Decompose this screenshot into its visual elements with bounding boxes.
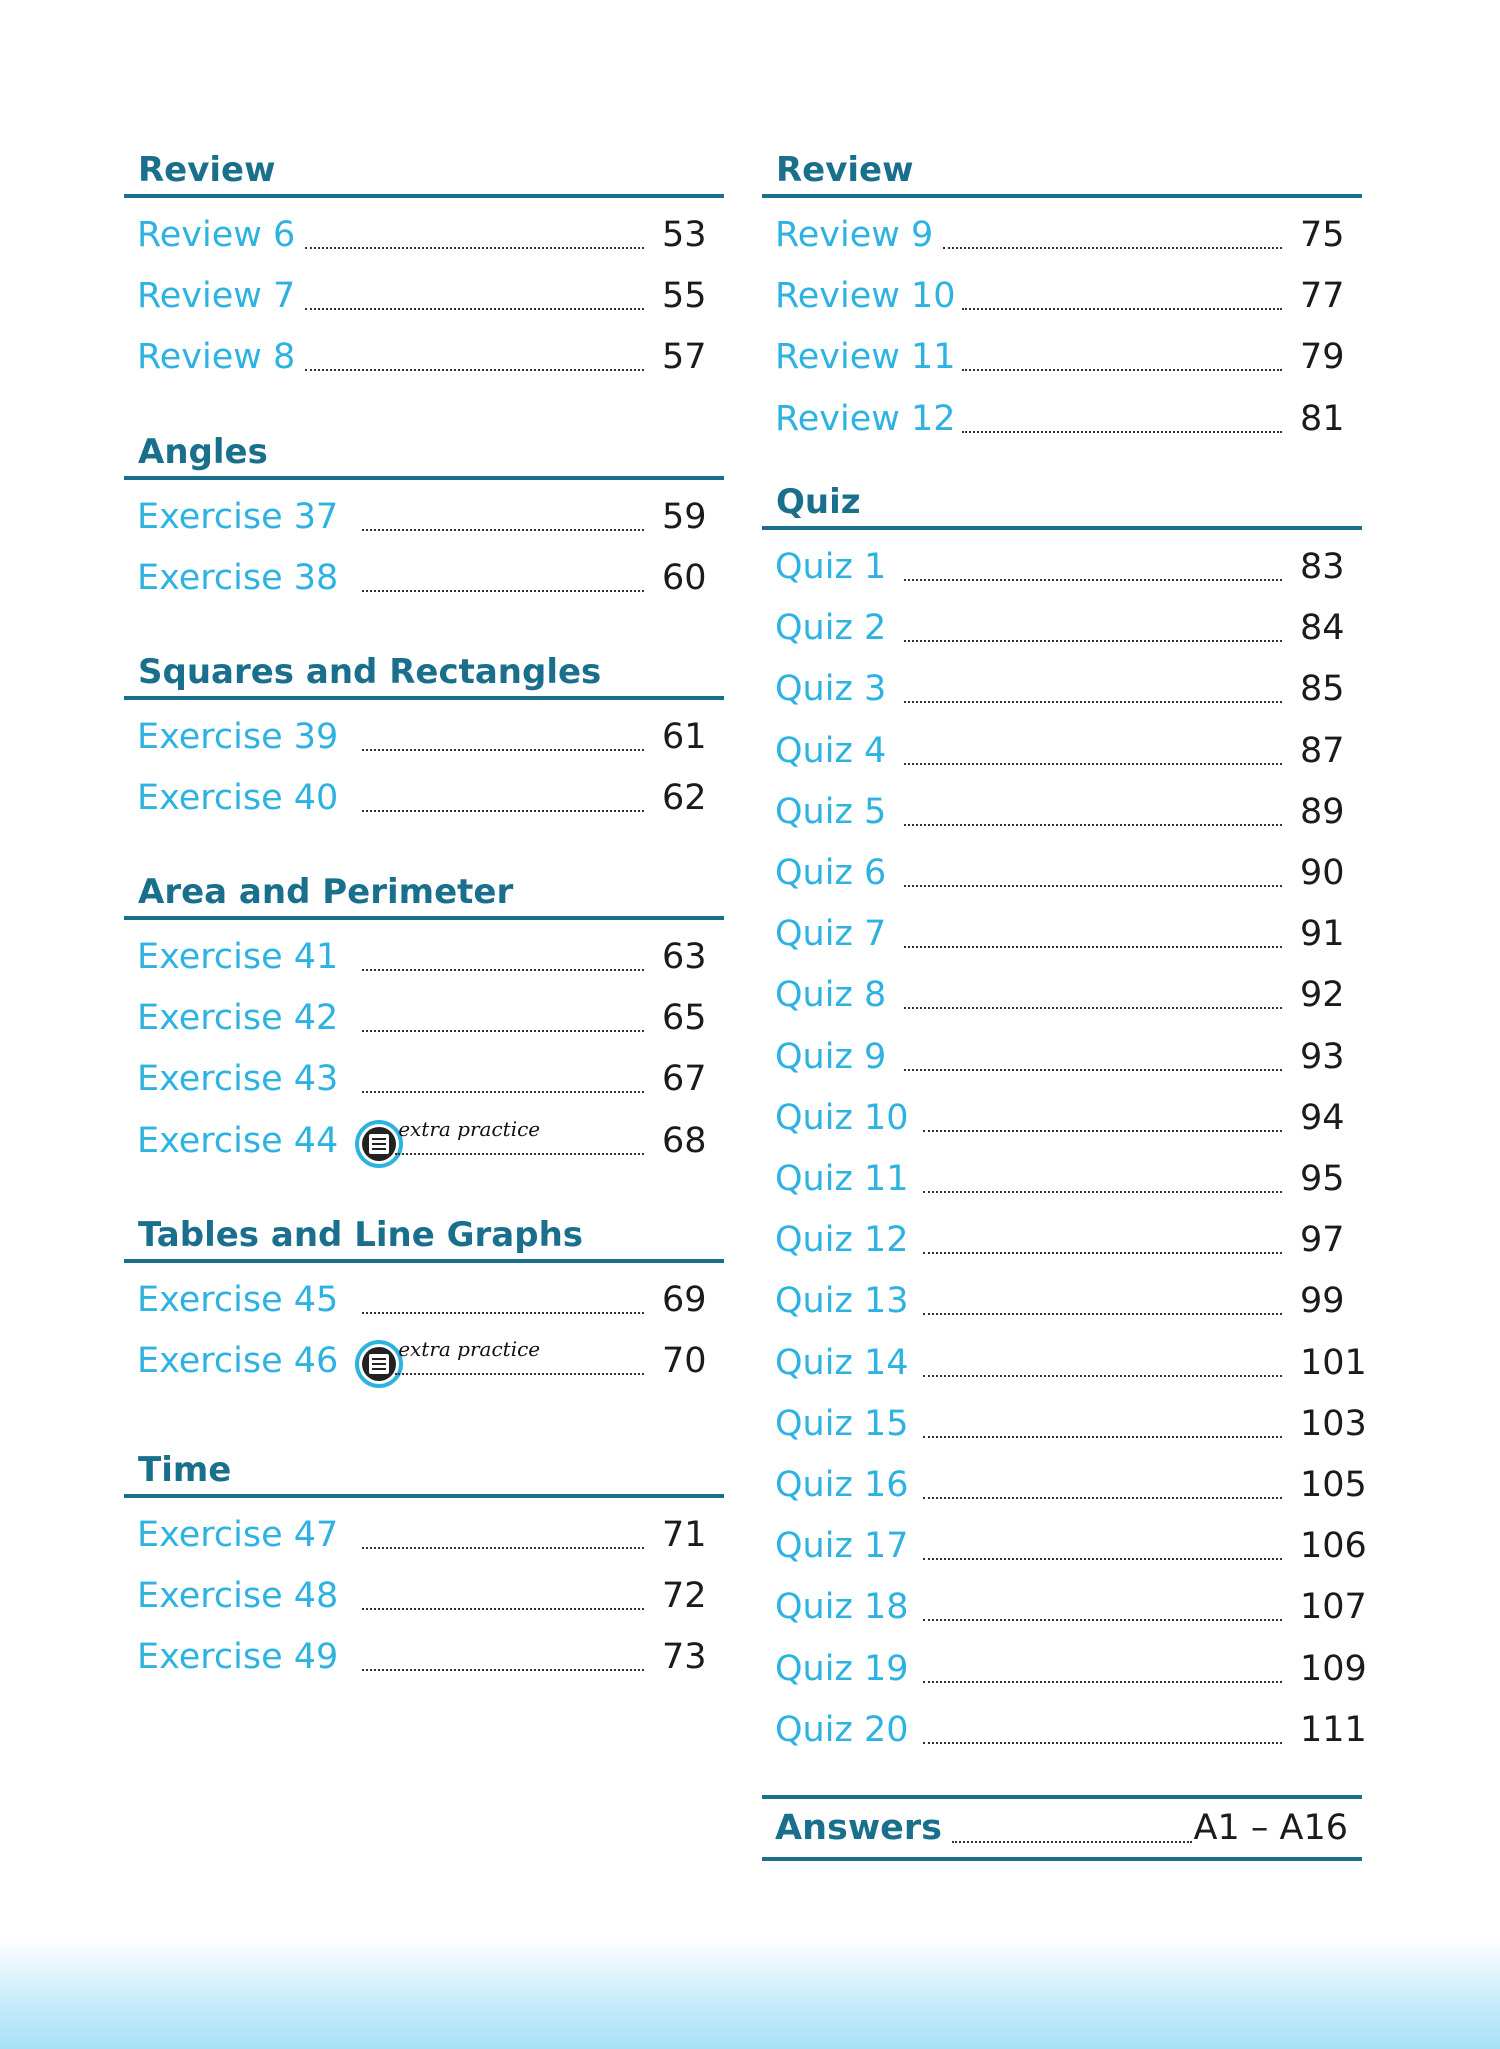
page-number: 75 <box>1300 215 1345 255</box>
page-number: 81 <box>1300 398 1345 439</box>
extra-practice-book-icon <box>354 1119 404 1169</box>
section-heading: Review <box>776 150 914 190</box>
toc-entry[interactable] <box>762 333 1362 381</box>
dot-leader <box>923 1742 1282 1744</box>
entry-title: Quiz 9 <box>775 1036 887 1077</box>
entry-title: Exercise 45 <box>137 1280 339 1320</box>
entry-title: Exercise 37 <box>137 497 339 537</box>
dot-leader <box>904 885 1282 887</box>
page-number: 60 <box>662 558 707 599</box>
toc-entry[interactable] <box>762 395 1362 443</box>
toc-entry[interactable] <box>762 1706 1367 1754</box>
page-number: 63 <box>662 937 707 977</box>
toc-entry[interactable] <box>762 604 1362 652</box>
page-number: 83 <box>1300 547 1345 587</box>
dot-leader <box>962 308 1282 310</box>
entry-title: Quiz 10 <box>775 1097 909 1138</box>
page-number: 61 <box>662 717 707 757</box>
entry-title: Review 12 <box>775 398 956 439</box>
entry-title: Quiz 14 <box>775 1342 909 1383</box>
dot-leader <box>362 1608 644 1610</box>
entry-title: Quiz 13 <box>775 1281 909 1322</box>
entry-title: Quiz 8 <box>775 975 887 1016</box>
entry-title: Quiz 5 <box>775 791 887 832</box>
dot-leader <box>395 1373 644 1375</box>
entry-title: Quiz 15 <box>775 1403 909 1444</box>
dot-leader <box>923 1130 1282 1132</box>
dot-leader <box>923 1619 1282 1621</box>
entry-title: Exercise 40 <box>137 778 339 819</box>
page-number: 53 <box>662 215 707 255</box>
extra-practice-caption: extra practice <box>398 1337 541 1362</box>
page-number: 87 <box>1300 730 1345 771</box>
page-number: 89 <box>1300 791 1345 832</box>
entry-title: Review 6 <box>137 215 296 255</box>
section-rule <box>762 194 1362 198</box>
page-number: 92 <box>1300 975 1345 1016</box>
page-number: 57 <box>662 337 707 378</box>
section-rule <box>124 916 724 920</box>
dot-leader <box>362 590 644 592</box>
dot-leader <box>943 247 1282 249</box>
toc-entry[interactable] <box>124 774 724 822</box>
dot-leader <box>904 579 1282 581</box>
page-number: 90 <box>1300 853 1345 893</box>
entry-title: Exercise 38 <box>137 558 339 599</box>
toc-entry[interactable] <box>762 788 1362 836</box>
dot-leader <box>362 810 644 812</box>
dot-leader <box>904 1069 1282 1071</box>
entry-title: Review 9 <box>775 215 934 255</box>
page-number: 105 <box>1300 1465 1367 1505</box>
dot-leader <box>362 969 644 971</box>
toc-entry[interactable] <box>762 1645 1367 1693</box>
dot-leader <box>904 640 1282 642</box>
page-number: 106 <box>1300 1526 1367 1567</box>
page-number: 84 <box>1300 608 1345 649</box>
page-number: 101 <box>1300 1342 1367 1383</box>
entry-title: Exercise 44 <box>137 1120 339 1161</box>
toc-entry[interactable] <box>124 1337 724 1385</box>
toc-entry[interactable] <box>762 1522 1367 1570</box>
entry-title: Quiz 11 <box>775 1159 909 1199</box>
entry-title: Quiz 7 <box>775 914 887 955</box>
section-heading: Tables and Line Graphs <box>138 1215 584 1255</box>
dot-leader <box>362 529 644 531</box>
dot-leader <box>305 247 644 249</box>
page-number: 59 <box>662 497 707 537</box>
dot-leader <box>952 1841 1192 1843</box>
page-number: 62 <box>662 778 707 819</box>
section-rule <box>124 1494 724 1498</box>
entry-title: Exercise 42 <box>137 998 339 1039</box>
dot-leader <box>904 1007 1282 1009</box>
toc-entry[interactable] <box>124 1276 724 1324</box>
entry-title: Review 11 <box>775 337 956 378</box>
page-number: 72 <box>662 1576 707 1617</box>
toc-entry[interactable] <box>762 211 1362 259</box>
toc-entry[interactable] <box>124 933 724 981</box>
toc-entry[interactable] <box>762 1583 1367 1631</box>
toc-entry[interactable] <box>124 333 724 381</box>
toc-entry[interactable] <box>762 1339 1367 1387</box>
entry-title: Exercise 48 <box>137 1576 339 1617</box>
answers-entry[interactable] <box>762 1795 1362 1861</box>
page-footer-gradient <box>0 1939 1500 2049</box>
dot-leader <box>923 1191 1282 1193</box>
page-number: 95 <box>1300 1159 1345 1199</box>
toc-entry[interactable] <box>762 1155 1362 1203</box>
section-heading: Squares and Rectangles <box>138 652 602 692</box>
dot-leader <box>305 308 644 310</box>
page-number: 111 <box>1300 1709 1367 1750</box>
dot-leader <box>923 1681 1282 1683</box>
toc-entry[interactable] <box>124 994 724 1042</box>
dot-leader <box>362 749 644 751</box>
page-number: 85 <box>1300 669 1345 710</box>
toc-entry[interactable] <box>124 554 724 602</box>
toc-entry[interactable] <box>762 1216 1362 1264</box>
toc-entry[interactable] <box>124 713 724 761</box>
toc-entry[interactable] <box>124 493 724 541</box>
entry-title: Quiz 17 <box>775 1526 909 1567</box>
entry-title: Exercise 49 <box>137 1637 339 1678</box>
dot-leader <box>923 1252 1282 1254</box>
entry-title: Exercise 46 <box>137 1341 339 1382</box>
dot-leader <box>395 1153 644 1155</box>
entry-title: Quiz 18 <box>775 1587 909 1628</box>
toc-entry[interactable] <box>762 1277 1362 1325</box>
dot-leader <box>362 1547 644 1549</box>
toc-entry[interactable] <box>762 727 1362 775</box>
dot-leader <box>362 1030 644 1032</box>
entry-title: Quiz 2 <box>775 608 887 649</box>
dot-leader <box>962 369 1282 371</box>
page-number: 94 <box>1300 1097 1345 1138</box>
dot-leader <box>904 824 1282 826</box>
page-number: 71 <box>662 1515 707 1555</box>
page-number: 68 <box>662 1120 707 1161</box>
dot-leader <box>962 431 1282 433</box>
section-heading: Quiz <box>776 482 861 522</box>
section-rule <box>124 476 724 480</box>
toc-entry[interactable] <box>124 1633 724 1681</box>
page-number: 93 <box>1300 1036 1345 1077</box>
toc-entry[interactable] <box>124 211 724 259</box>
page-number: 91 <box>1300 914 1345 955</box>
toc-entry[interactable] <box>762 971 1362 1019</box>
entry-title: Exercise 43 <box>137 1059 339 1100</box>
entry-title: Review 10 <box>775 276 956 317</box>
toc-entry[interactable] <box>762 1461 1367 1509</box>
dot-leader <box>923 1313 1282 1315</box>
toc-entry[interactable] <box>124 272 724 320</box>
dot-leader <box>362 1312 644 1314</box>
toc-entry[interactable] <box>762 849 1362 897</box>
toc-entry[interactable] <box>762 272 1362 320</box>
section-rule <box>124 1259 724 1263</box>
section-rule <box>762 526 1362 530</box>
page-number: 73 <box>662 1637 707 1678</box>
entry-title: Exercise 41 <box>137 937 339 977</box>
dot-leader <box>904 763 1282 765</box>
toc-entry[interactable] <box>762 910 1362 958</box>
entry-title: Quiz 6 <box>775 853 887 893</box>
dot-leader <box>923 1375 1282 1377</box>
entry-title: Quiz 3 <box>775 669 887 710</box>
answers-pages: A1 – A16 <box>1193 1808 1348 1848</box>
extra-practice-book-icon <box>354 1339 404 1389</box>
entry-title: Quiz 12 <box>775 1220 909 1261</box>
toc-entry[interactable] <box>124 1572 724 1620</box>
section-heading: Review <box>138 150 276 190</box>
page-number: 65 <box>662 998 707 1039</box>
extra-practice-caption: extra practice <box>398 1116 541 1141</box>
page-number: 99 <box>1300 1281 1345 1322</box>
page-number: 55 <box>662 276 707 317</box>
page-number: 109 <box>1300 1648 1367 1689</box>
toc-entry[interactable] <box>124 1055 724 1103</box>
entry-title: Exercise 47 <box>137 1515 339 1555</box>
toc-entry[interactable] <box>762 543 1362 591</box>
dot-leader <box>904 946 1282 948</box>
dot-leader <box>362 1669 644 1671</box>
section-heading: Area and Perimeter <box>138 872 514 912</box>
entry-title: Review 8 <box>137 337 296 378</box>
dot-leader <box>923 1497 1282 1499</box>
page-number: 97 <box>1300 1220 1345 1261</box>
toc-entry[interactable] <box>762 1033 1362 1081</box>
dot-leader <box>923 1436 1282 1438</box>
toc-entry[interactable] <box>762 1094 1362 1142</box>
dot-leader <box>362 1091 644 1093</box>
toc-entry[interactable] <box>762 665 1362 713</box>
page-number: 70 <box>662 1341 707 1382</box>
toc-entry[interactable] <box>124 1117 724 1165</box>
page-number: 77 <box>1300 276 1345 317</box>
answers-label: Answers <box>775 1808 943 1848</box>
page-number: 103 <box>1300 1403 1367 1444</box>
page-number: 107 <box>1300 1587 1367 1628</box>
page-number: 69 <box>662 1280 707 1320</box>
section-heading: Time <box>138 1450 232 1490</box>
entry-title: Review 7 <box>137 276 296 317</box>
dot-leader <box>923 1558 1282 1560</box>
page-number: 67 <box>662 1059 707 1100</box>
section-rule <box>124 696 724 700</box>
toc-entry[interactable] <box>124 1511 724 1559</box>
dot-leader <box>305 369 644 371</box>
entry-title: Quiz 4 <box>775 730 887 771</box>
page-number: 79 <box>1300 337 1345 378</box>
entry-title: Quiz 1 <box>775 547 887 587</box>
section-heading: Angles <box>138 432 268 472</box>
section-rule <box>124 194 724 198</box>
toc-entry[interactable] <box>762 1400 1367 1448</box>
entry-title: Quiz 20 <box>775 1709 909 1750</box>
dot-leader <box>904 701 1282 703</box>
entry-title: Quiz 16 <box>775 1465 909 1505</box>
entry-title: Exercise 39 <box>137 717 339 757</box>
entry-title: Quiz 19 <box>775 1648 909 1689</box>
